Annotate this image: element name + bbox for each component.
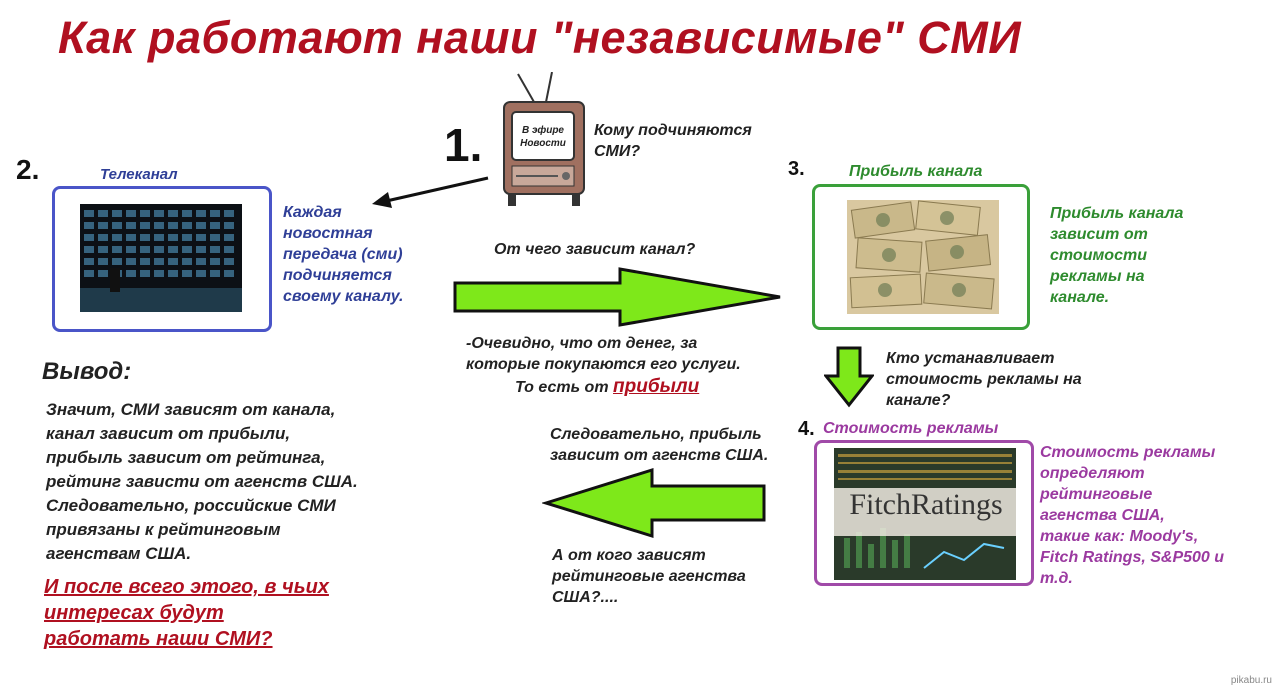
step2-label: Телеканал <box>100 166 178 183</box>
money-image <box>847 200 999 314</box>
step1-number: 1. <box>444 119 483 171</box>
step3-number: 3. <box>788 158 805 180</box>
conclusion-heading: Вывод: <box>42 358 132 385</box>
center-answer-line <box>515 376 699 398</box>
tv-screen-text: В эфире Новости <box>520 125 566 149</box>
left-arrow-bottom-text: А от кого зависят рейтинговые агенства США?.... <box>552 547 746 606</box>
tv-wall-image <box>80 204 242 312</box>
step4-description: Стоимость рекламы определяют рейтинговые агенства США, такие как: Moody's, Fitch Ratings, S&P500 и т.д. <box>1040 444 1225 587</box>
answer-prefix: То есть от <box>515 379 609 396</box>
down-question: Кто устанавливает стоимость рекламы на канале? <box>886 350 1082 409</box>
center-answer: -Очевидно, что от денег, за которые покупаются его услуги. <box>466 335 741 373</box>
down-arrow <box>824 346 874 408</box>
left-arrow <box>542 466 768 540</box>
step2-number: 2. <box>16 154 40 185</box>
step3-description: Прибыль канала зависит от стоимости рекламы на канале. <box>1050 205 1184 306</box>
center-question: От чего зависит канал? <box>494 241 696 258</box>
step4-label: Стоимость рекламы <box>823 420 999 437</box>
step3-label: Прибыль канала <box>849 163 983 180</box>
step1-question: Кому подчиняются СМИ? <box>594 122 752 160</box>
arrow-tv-to-channel <box>370 172 492 212</box>
right-arrow <box>452 266 784 328</box>
answer-highlight: прибыли <box>613 376 700 397</box>
fitch-logo: FitchRatings <box>849 488 1003 521</box>
conclusion-final: И после всего этого, в чьих интересах будут работать наши СМИ? <box>44 576 329 650</box>
step4-number: 4. <box>798 418 815 440</box>
left-arrow-top-text: Следовательно, прибыль зависит от агенств США. <box>550 426 769 464</box>
step2-description: Каждая новостная передача (сми) подчиняется своему каналу. <box>283 204 404 305</box>
conclusion-text: Значит, СМИ зависят от канала, канал зависит от прибыли, прибыль зависит от рейтинга, рейтинг зависти от агенств США. Следовательно, российские СМИ привязаны к рейтинговым агенствам США. <box>46 400 358 563</box>
page-title: Как работают наши "независимые" СМИ <box>58 12 1022 63</box>
watermark: pikabu.ru <box>1230 675 1272 686</box>
